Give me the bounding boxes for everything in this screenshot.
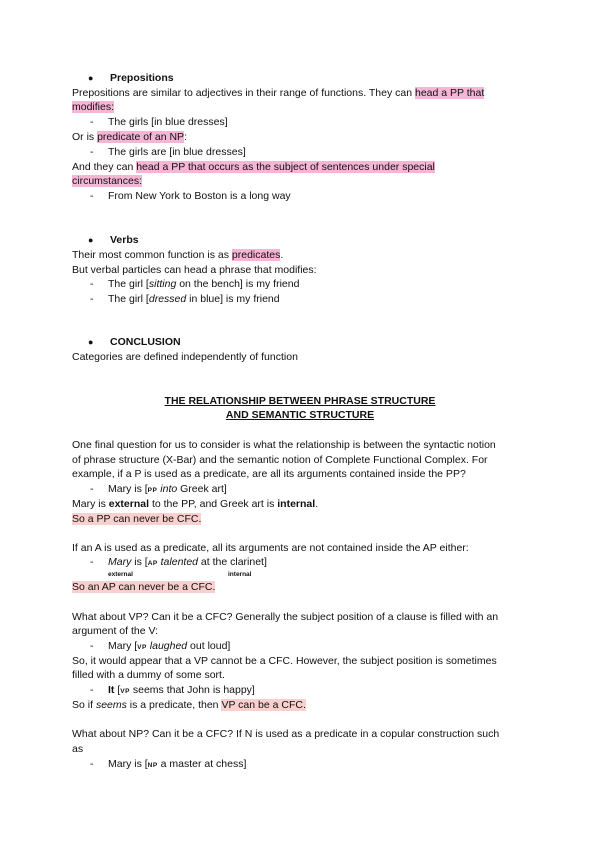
example-item: - From New York to Boston is a long way [90, 190, 291, 202]
bullet-icon: ● [88, 337, 94, 347]
highlight: predicates [231, 249, 281, 261]
example-item: - Mary is [AP talented at the clarinet] [90, 556, 267, 568]
paragraph-line: argument of the V: [72, 625, 158, 637]
category-label: AP [147, 560, 158, 567]
conclusion-heading: ● CONCLUSION [88, 336, 181, 348]
prepositions-intro: Prepositions are similar to adjectives in their range of functions. They can head a PP that [72, 87, 485, 99]
external-label: external [108, 571, 133, 578]
paragraph-line: of phrase structure (X-Bar) and the semantic notion of Complete Functional Complex. For [72, 454, 488, 466]
highlight: So an AP can never be a CFC. [72, 581, 216, 593]
example-item: - The girl [sitting on the bench] is my friend [90, 278, 300, 290]
category-label: VP [120, 688, 130, 695]
paragraph-line: example, if a P is used as a predicate, are all its arguments contained inside the PP? [72, 468, 466, 480]
highlight: head a PP that occurs as the subject of sentences under special [136, 161, 435, 173]
internal-label: internal [228, 571, 252, 578]
pp-argument-sentence: Mary is external to the PP, and Greek art is internal. [72, 498, 319, 510]
highlight: modifies: [72, 101, 115, 113]
category-label: PP [147, 487, 158, 494]
highlight: head a PP that [414, 87, 485, 99]
verbs-line-1: Their most common function is as predicates. [72, 249, 284, 261]
ap-conclusion [72, 580, 215, 595]
example-item: - Mary is [PP into Greek art] [90, 483, 227, 495]
prepositions-and-line: And they can head a PP that occurs as the subject of sentences under special [72, 161, 435, 173]
conclusion-text: Categories are defined independently of function [72, 351, 298, 363]
example-item: - Mary is [NP a master at chess] [90, 758, 247, 770]
verbs-line-2: But verbal particles can head a phrase that modifies: [72, 264, 317, 276]
verbs-heading: ● Verbs [88, 234, 139, 246]
prepositions-or-line: Or is predicate of an NP: [72, 131, 187, 143]
category-label: VP [137, 644, 147, 651]
paragraph-line: as [72, 743, 84, 755]
highlight: predicate of an NP [97, 131, 185, 143]
prepositions-and-line-cont [72, 174, 142, 189]
section-title-line-2: AND SEMANTIC STRUCTURE [225, 409, 375, 421]
example-item: - The girl [dressed in blue] is my friend [90, 293, 280, 305]
example-item: - Mary [VP laughed out loud] [90, 640, 231, 652]
example-item: - It [VP seems that John is happy] [90, 684, 255, 696]
example-item: - The girls are [in blue dresses] [90, 146, 246, 158]
paragraph-line: filled with a dummy of some sort. [72, 669, 225, 681]
bullet-icon: ● [88, 235, 94, 245]
highlight: So a PP can never be CFC. [72, 513, 202, 525]
paragraph-line: So, it would appear that a VP cannot be a CFC. However, the subject position is sometimes [72, 655, 497, 667]
highlight: circumstances: [72, 175, 143, 187]
category-label: NP [147, 762, 158, 769]
paragraph-line: What about VP? Can it be a CFC? Generally the subject position of a clause is filled with an [72, 611, 499, 623]
paragraph-line: One final question for us to consider is what the relationship is between the syntactic notion [72, 439, 496, 451]
paragraph-line: If an A is used as a predicate, all its arguments are not contained inside the AP either: [72, 542, 469, 554]
pp-conclusion [72, 512, 201, 527]
section-title-line-1: THE RELATIONSHIP BETWEEN PHRASE STRUCTURE [164, 395, 436, 407]
bullet-icon: ● [88, 73, 94, 83]
highlight: VP can be a CFC. [221, 699, 306, 711]
example-item: - The girls [in blue dresses] [90, 116, 228, 128]
prepositions-intro-cont [72, 100, 114, 115]
prepositions-heading: ● Prepositions [88, 72, 174, 84]
vp-conclusion: So if seems is a predicate, then VP can be a CFC. [72, 699, 306, 711]
paragraph-line: What about NP? Can it be a CFC? If N is used as a predicate in a copular construction such [72, 728, 500, 740]
